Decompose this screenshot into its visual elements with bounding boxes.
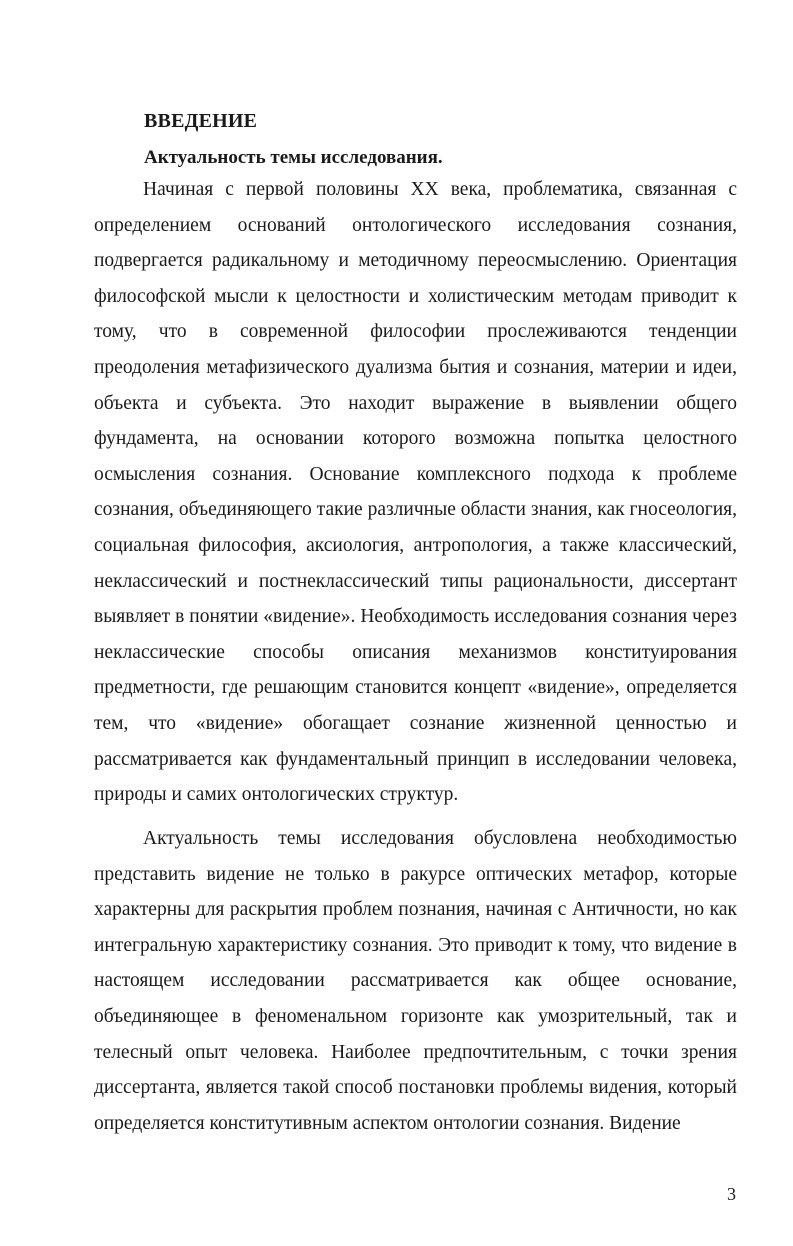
page-number: 3 [727,1184,736,1204]
section-heading: ВВЕДЕНИЕ [144,110,258,132]
paragraph-2: Актуальность темы исследования обусловлена необходимостью представить видение не только в ракурсе оптических метафор, которые характерны для раскрытия проблем познания, начиная с Античности, но как интегральную характеристику сознания. Это приводит к тому, что видение в настоящем исследовании рассматривается как общее основание, объединяющее в феноменальном горизонте как умозрительный, так и телесный опыт человека. Наиболее предпочтительным, с точки зрения диссертанта, является такой способ постановки проблемы видения, который определяется конститутивным аспектом онтологии сознания. Видение [94,828,737,1134]
paragraph-1: Начиная с первой половины XX века, проблематика, связанная с определением оснований онтологического исследования сознания, подвергается радикальному и методичному переосмыслению. Ориентация философской мысли к целостности и холистическим методам приводит к тому, что в современной философии прослеживаются тенденции преодоления метафизического дуализма бытия и сознания, материи и идеи, объекта и субъекта. Это находит выражение в выявлении общего фундамента, на основании которого возможна попытка целостного осмысления сознания. Основание комплексного подхода к проблеме сознания, объединяющего такие различные области знания, как гносеология, социальная философия, аксиология, антропология, а также классический, неклассический и постнеклассический типы рациональности, диссертант выявляет в понятии «видение». Необходимость исследования сознания через неклассические способы описания механизмов конституирования предметности, где решающим становится концепт «видение», определяется тем, что «видение» обогащает сознание жизненной ценностью и рассматривается как фундаментальный принцип в исследовании человека, природы и самих онтологических структур. [94,179,737,806]
section-subheading: Актуальность темы исследования. [144,147,443,168]
